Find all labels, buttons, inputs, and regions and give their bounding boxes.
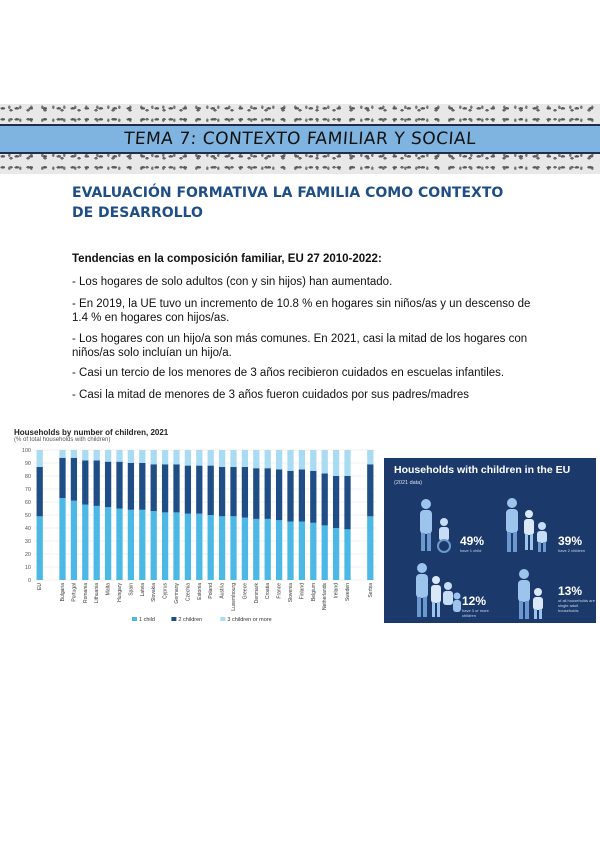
chart-plot bbox=[12, 428, 380, 628]
eu-households-infographic bbox=[384, 458, 596, 623]
y-tick-label: 40 bbox=[24, 526, 31, 532]
y-tick-label: 100 bbox=[21, 448, 31, 454]
bar-segment bbox=[333, 528, 339, 580]
bar-segment bbox=[310, 523, 316, 580]
bar-segment bbox=[287, 471, 293, 522]
x-tick-label: Portugal bbox=[71, 583, 78, 602]
x-tick-label: Estonia bbox=[196, 583, 203, 600]
bar-segment bbox=[344, 476, 350, 529]
chart-subtitle: (% of total households with children) bbox=[14, 437, 111, 443]
bar-segment bbox=[151, 511, 157, 580]
legend-label: 2 children bbox=[178, 617, 203, 623]
bar-segment bbox=[196, 466, 202, 514]
legend-swatch bbox=[171, 617, 176, 621]
x-tick-label: Slovakia bbox=[151, 583, 158, 602]
stat-3-label: have 3 or more children bbox=[462, 608, 489, 618]
bar-segment bbox=[310, 450, 316, 471]
bar-segment bbox=[173, 464, 179, 512]
bar-segment bbox=[82, 460, 88, 504]
bar-segment bbox=[242, 467, 248, 518]
y-tick-label: 50 bbox=[24, 513, 31, 519]
legend-label: 3 children or more bbox=[227, 617, 272, 623]
family-one-child-icon bbox=[414, 496, 459, 554]
bar-segment bbox=[162, 512, 168, 580]
bar-segment bbox=[276, 520, 282, 580]
stat-2-label: have 2 children bbox=[558, 548, 586, 553]
bar-segment bbox=[344, 529, 350, 580]
bar-segment bbox=[242, 450, 248, 467]
legend-swatch bbox=[220, 617, 225, 621]
bar-segment bbox=[299, 450, 305, 470]
bar-segment bbox=[208, 515, 214, 580]
households-chart bbox=[12, 428, 380, 628]
bar-segment bbox=[105, 450, 111, 462]
bar-segment bbox=[299, 470, 305, 522]
x-tick-label: Belgium bbox=[310, 583, 317, 602]
legend-label: 1 child bbox=[139, 617, 155, 623]
bar-segment bbox=[230, 516, 236, 580]
y-tick-label: 30 bbox=[24, 539, 31, 545]
x-tick-label: Netherlands bbox=[322, 583, 329, 610]
bar-segment bbox=[139, 463, 145, 510]
section-heading: EVALUACIÓN FORMATIVA LA FAMILIA COMO CONTEXTO DE DESARROLLO bbox=[72, 185, 504, 221]
y-tick-label: 90 bbox=[24, 461, 31, 467]
bullet-1: - Los hogares de solo adultos (con y sin hijos) han aumentado. bbox=[72, 276, 393, 288]
x-tick-label: Croatia bbox=[265, 583, 272, 600]
bar-segment bbox=[59, 458, 65, 498]
y-tick-label: 80 bbox=[24, 474, 31, 480]
bar-segment bbox=[94, 450, 100, 460]
bar-segment bbox=[71, 450, 77, 458]
bar-segment bbox=[253, 450, 259, 468]
bullet-3: - Los hogares con un hijo/a son más comunes. En 2021, casi la mitad de los hogares con niños/as solo incluían un hijo/a. bbox=[72, 333, 528, 359]
bullet-4: - Casi un tercio de los menores de 3 años recibieron cuidados en escuelas infantiles. bbox=[72, 367, 505, 379]
bar-segment bbox=[71, 458, 77, 501]
stat-2-value: 39% bbox=[558, 534, 583, 548]
x-tick-label: Spain bbox=[128, 583, 135, 596]
bar-segment bbox=[139, 450, 145, 463]
bar-segment bbox=[128, 510, 134, 580]
bar-segment bbox=[219, 450, 225, 467]
x-tick-label: Lithuania bbox=[94, 583, 101, 604]
bar-segment bbox=[219, 467, 225, 516]
bar-segment bbox=[208, 466, 214, 515]
bar-segment bbox=[196, 450, 202, 466]
bar-segment bbox=[196, 514, 202, 580]
bar-segment bbox=[116, 450, 122, 462]
stat-4-value: 13% bbox=[558, 584, 583, 598]
bar-segment bbox=[162, 464, 168, 512]
x-tick-label: Cyprus bbox=[162, 583, 169, 599]
x-tick-label: Sweden bbox=[345, 583, 351, 602]
bar-segment bbox=[310, 471, 316, 523]
x-tick-label: EU bbox=[37, 583, 44, 590]
bar-segment bbox=[37, 467, 43, 516]
bar-segment bbox=[105, 462, 111, 508]
bar-segment bbox=[276, 470, 282, 521]
bar-segment bbox=[151, 464, 157, 511]
bar-segment bbox=[242, 518, 248, 580]
bar-segment bbox=[116, 509, 122, 581]
bar-segment bbox=[116, 462, 122, 509]
legend-swatch bbox=[132, 617, 137, 621]
y-tick-label: 20 bbox=[24, 552, 31, 558]
bar-segment bbox=[322, 525, 328, 580]
bar-segment bbox=[59, 498, 65, 580]
x-tick-label: Germany bbox=[174, 583, 180, 604]
x-tick-label: France bbox=[276, 583, 283, 599]
title-banner bbox=[0, 124, 600, 154]
bullet-5: - Casi la mitad de menores de 3 años fueron cuidados por sus padres/madres bbox=[72, 389, 469, 401]
y-tick-label: 70 bbox=[24, 487, 31, 493]
bar-segment bbox=[82, 450, 88, 460]
bar-segment bbox=[208, 450, 214, 466]
x-tick-label: Finland bbox=[299, 583, 306, 600]
y-tick-label: 10 bbox=[24, 565, 31, 571]
bar-segment bbox=[287, 450, 293, 471]
x-tick-label: Poland bbox=[208, 583, 215, 599]
bar-segment bbox=[59, 450, 65, 458]
x-tick-label: Ireland bbox=[333, 583, 340, 599]
x-tick-label: Denmark bbox=[253, 583, 260, 604]
bar-segment bbox=[151, 450, 157, 464]
bar-segment bbox=[367, 516, 373, 580]
bar-segment bbox=[230, 467, 236, 516]
bar-segment bbox=[185, 514, 191, 580]
bar-segment bbox=[94, 506, 100, 580]
bar-segment bbox=[322, 450, 328, 473]
bar-segment bbox=[322, 473, 328, 525]
decorative-pattern-bottom bbox=[0, 152, 600, 174]
bar-segment bbox=[265, 468, 271, 519]
bar-segment bbox=[71, 501, 77, 580]
bar-segment bbox=[94, 460, 100, 506]
page-title: TEMA 7: CONTEXTO FAMILIAR Y SOCIAL bbox=[123, 129, 477, 149]
x-tick-label: Bulgaria bbox=[60, 583, 66, 602]
chart-title: Households by number of children, 2021 bbox=[14, 428, 169, 437]
stat-4-label: of all households are single adult households bbox=[558, 598, 595, 613]
bar-segment bbox=[185, 466, 191, 514]
bar-segment bbox=[253, 519, 259, 580]
y-tick-label: 0 bbox=[27, 578, 31, 584]
bar-segment bbox=[333, 476, 339, 528]
bar-segment bbox=[230, 450, 236, 467]
x-tick-label: Austria bbox=[219, 583, 226, 599]
bar-segment bbox=[344, 450, 350, 476]
bar-segment bbox=[139, 510, 145, 580]
single-adult-household-icon bbox=[512, 566, 546, 620]
x-tick-label: Latvia bbox=[139, 583, 146, 597]
bar-segment bbox=[265, 519, 271, 580]
bar-segment bbox=[333, 450, 339, 476]
x-tick-label: Malta bbox=[105, 583, 112, 596]
bar-segment bbox=[128, 463, 134, 510]
infographic-title: Households with children in the EU bbox=[394, 464, 571, 476]
x-tick-label: Slovenia bbox=[288, 583, 294, 603]
bar-segment bbox=[128, 450, 134, 463]
bar-segment bbox=[287, 522, 293, 581]
bar-segment bbox=[185, 450, 191, 466]
x-tick-label: Serbia bbox=[367, 583, 374, 598]
x-tick-label: Greece bbox=[242, 583, 249, 600]
bar-segment bbox=[253, 468, 259, 519]
bar-segment bbox=[37, 450, 43, 467]
bar-segment bbox=[162, 450, 168, 464]
decorative-pattern-top bbox=[0, 104, 600, 126]
bar-segment bbox=[219, 516, 225, 580]
x-tick-label: Hungary bbox=[117, 583, 123, 602]
family-two-children-icon bbox=[502, 494, 552, 554]
bar-segment bbox=[367, 464, 373, 516]
stat-1-label: have 1 child bbox=[460, 548, 482, 553]
bar-segment bbox=[105, 507, 111, 580]
bar-segment bbox=[173, 512, 179, 580]
bar-segment bbox=[276, 450, 282, 470]
bar-segment bbox=[299, 522, 305, 581]
bar-segment bbox=[367, 450, 373, 464]
x-tick-label: Luxembourg bbox=[231, 583, 237, 611]
bar-segment bbox=[265, 450, 271, 468]
y-tick-label: 60 bbox=[24, 500, 31, 506]
stat-1-value: 49% bbox=[460, 534, 485, 548]
stat-3-value: 12% bbox=[462, 594, 487, 608]
bar-segment bbox=[82, 505, 88, 580]
bullet-2: - En 2019, la UE tuvo un incremento de 10.8 % en hogares sin niños/as y un descenso de 1.4 % en hogares con hijos/as. bbox=[72, 298, 531, 324]
bar-segment bbox=[173, 450, 179, 464]
x-tick-label: Czechia bbox=[185, 583, 192, 602]
x-tick-label: Romania bbox=[82, 583, 89, 604]
family-three-children-icon bbox=[412, 560, 462, 620]
content-subheading: Tendencias en la composición familiar, EU 27 2010-2022: bbox=[72, 253, 382, 265]
infographic-subtitle: (2021 data) bbox=[394, 480, 423, 486]
bar-segment bbox=[37, 516, 43, 580]
